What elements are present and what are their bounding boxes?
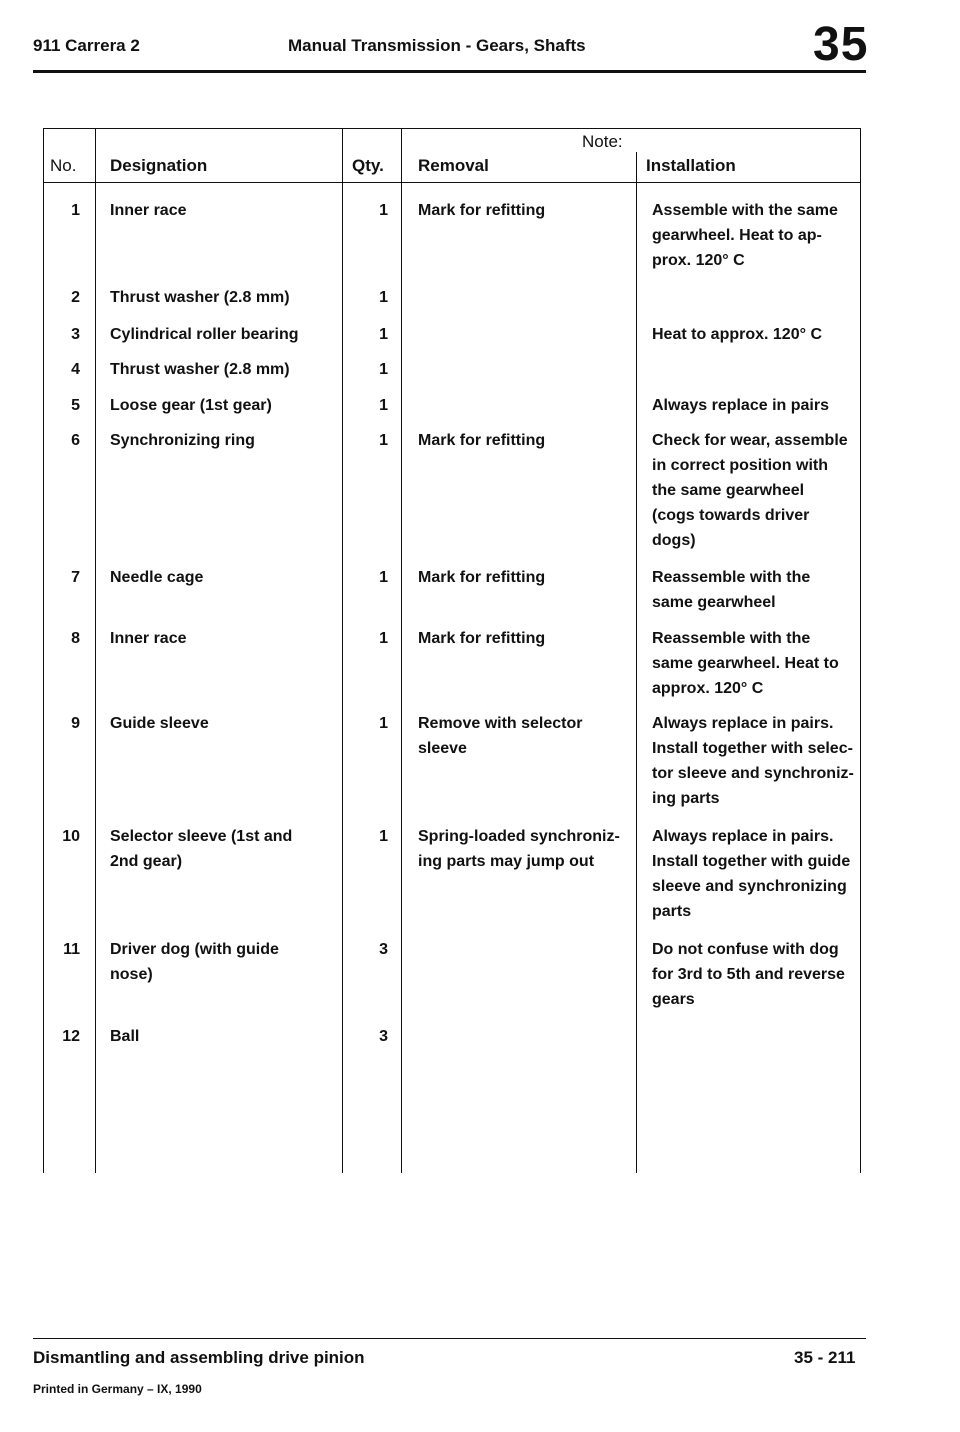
table-header-rule xyxy=(43,182,860,183)
row-number: 7 xyxy=(71,569,80,586)
row-number: 11 xyxy=(63,941,80,958)
row-quantity: 1 xyxy=(379,630,388,647)
page-number: 35 - 211 xyxy=(794,1348,856,1367)
row-installation-note: Always replace in pairs. Install together with guide sleeve and synchronizing parts xyxy=(652,828,851,920)
col-divider-qty xyxy=(401,128,402,1173)
table-top-rule xyxy=(43,128,860,129)
row-designation: Loose gear (1st gear) xyxy=(110,397,272,414)
row-designation: Ball xyxy=(110,1028,140,1045)
row-designation: Driver dog (with guide nose) xyxy=(110,941,279,983)
column-header-no: No. xyxy=(50,156,77,175)
row-installation-note: Reassemble with the same gearwheel xyxy=(652,569,811,611)
column-header-qty: Qty. xyxy=(352,156,384,175)
row-number: 5 xyxy=(71,397,80,414)
row-quantity: 1 xyxy=(379,715,388,732)
footer-title: Dismantling and assembling drive pinion xyxy=(33,1348,365,1367)
row-quantity: 1 xyxy=(379,432,388,449)
table-left-border xyxy=(43,128,44,1173)
row-installation-note: Heat to approx. 120° C xyxy=(652,326,822,343)
row-number: 2 xyxy=(71,289,80,306)
column-header-designation: Designation xyxy=(110,156,208,175)
row-number: 10 xyxy=(62,828,80,845)
row-number: 9 xyxy=(71,715,80,732)
row-number: 1 xyxy=(71,202,80,219)
print-info: Printed in Germany – IX, 1990 xyxy=(33,1382,202,1396)
col-divider-designation xyxy=(342,128,343,1173)
header-model: 911 Carrera 2 xyxy=(33,36,140,55)
column-header-removal: Removal xyxy=(418,156,489,175)
row-installation-note: Do not confuse with dog for 3rd to 5th and reverse gears xyxy=(652,941,845,1008)
row-designation: Inner race xyxy=(110,202,187,219)
row-removal-note: Mark for refitting xyxy=(418,630,546,647)
row-designation: Cylindrical roller bearing xyxy=(110,326,299,343)
row-designation: Thrust washer (2.8 mm) xyxy=(110,361,290,378)
row-number: 6 xyxy=(71,432,80,449)
row-number: 3 xyxy=(71,326,80,343)
header-group-number: 35 xyxy=(813,18,869,71)
row-quantity: 1 xyxy=(379,289,388,306)
row-quantity: 1 xyxy=(379,361,388,378)
row-number: 8 xyxy=(71,630,80,647)
row-quantity: 3 xyxy=(379,941,388,958)
row-designation: Guide sleeve xyxy=(110,715,209,732)
row-designation: Inner race xyxy=(110,630,187,647)
row-quantity: 1 xyxy=(379,569,388,586)
footer-rule xyxy=(33,1338,866,1339)
row-installation-note: Always replace in pairs xyxy=(652,397,829,414)
row-designation: Thrust washer (2.8 mm) xyxy=(110,289,290,306)
row-designation: Selector sleeve (1st and 2nd gear) xyxy=(110,828,293,870)
row-installation-note: Always replace in pairs. Install together with selec- tor sleeve and synchroniz- ing parts xyxy=(652,715,854,807)
row-installation-note: Reassemble with the same gearwheel. Heat to approx. 120° C xyxy=(652,630,839,697)
row-quantity: 1 xyxy=(379,326,388,343)
row-designation: Needle cage xyxy=(110,569,204,586)
row-number: 4 xyxy=(71,361,80,378)
row-designation: Synchronizing ring xyxy=(110,432,255,449)
row-removal-note: Mark for refitting xyxy=(418,202,546,219)
col-divider-removal xyxy=(636,152,637,1173)
row-quantity: 1 xyxy=(379,202,388,219)
header-section-title: Manual Transmission - Gears, Shafts xyxy=(288,36,586,55)
note-header: Note: xyxy=(582,132,623,151)
row-installation-note: Assemble with the same gearwheel. Heat to ap- prox. 120° C xyxy=(652,202,838,269)
col-divider-no xyxy=(95,128,96,1173)
row-quantity: 1 xyxy=(379,397,388,414)
row-quantity: 1 xyxy=(379,828,388,845)
row-number: 12 xyxy=(62,1028,80,1045)
row-installation-note: Check for wear, assemble in correct position with the same gearwheel (cogs towards driver dogs) xyxy=(652,432,848,549)
row-removal-note: Remove with selector sleeve xyxy=(418,715,583,757)
row-removal-note: Spring-loaded synchroniz- ing parts may jump out xyxy=(418,828,620,870)
column-header-installation: Installation xyxy=(646,156,736,175)
row-removal-note: Mark for refitting xyxy=(418,569,546,586)
row-quantity: 3 xyxy=(379,1028,388,1045)
row-removal-note: Mark for refitting xyxy=(418,432,546,449)
